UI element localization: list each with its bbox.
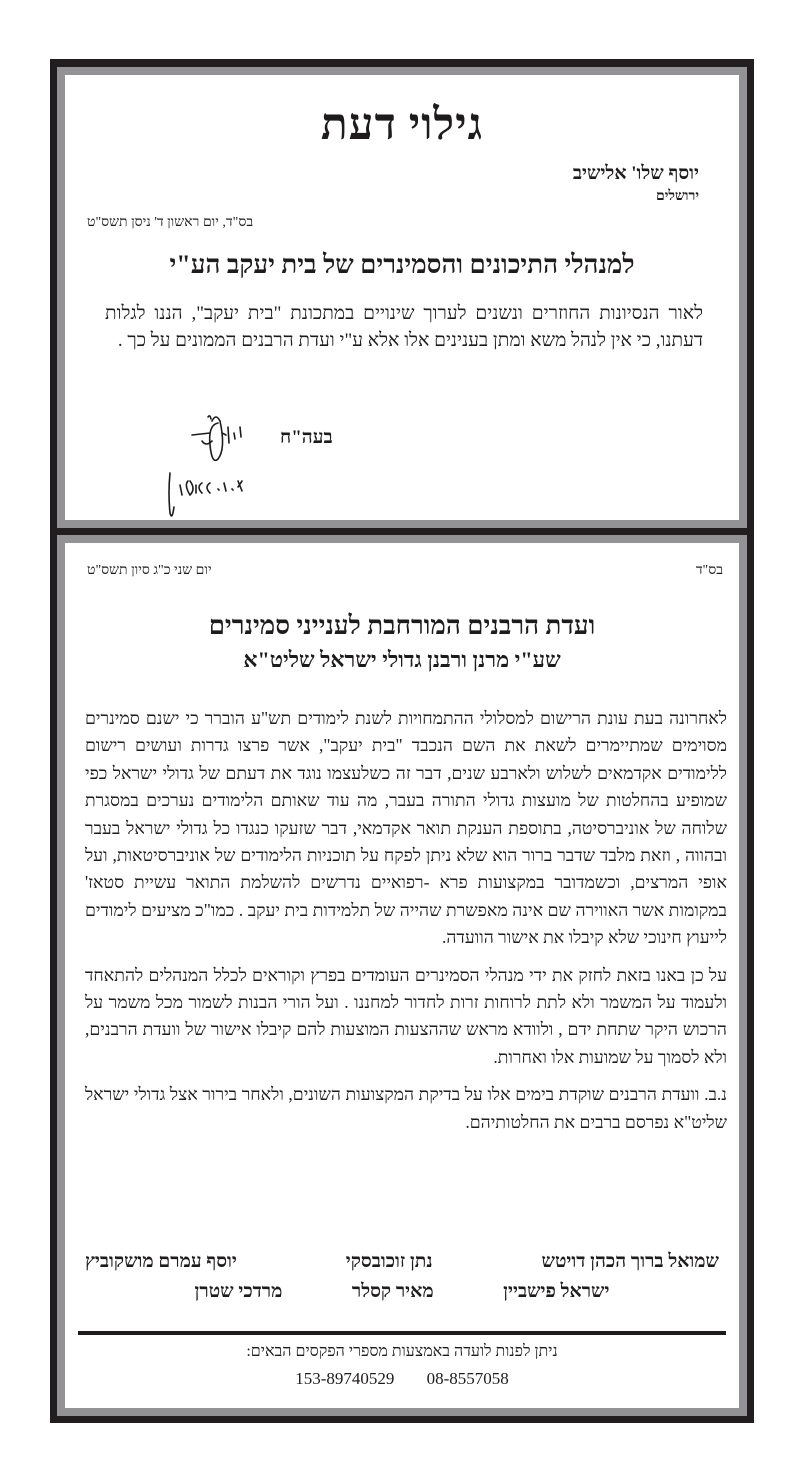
body-paragraph: לאחרונה בעת עונת הרישום למסלולי ההתמחויות לשנת לימודים תש"ע הוברר כי ישנם סמינרים מסוימים שמתיימרים לשאת את השם הנכבד "בית יעקב", אשר פרצו גדרות ועושים רישום ללימודים אקדמאים לשלוש ולארבע שנים, דבר זה כשלעצמו נוגד את דעתם של גדולי ישראל כפי שמופיע בהחלטות של מועצות גדולי התורה בעבר, מה עוד שאותם הלימודים נערכים במסגרת שלוחה של אוניברסיטה, בתוספת הענקת תואר אקדמאי, דבר שזעקו כנגדו כל גדולי ישראל בעבר ובהווה , וזאת מלבד שדבר ברור הוא שלא ניתן לפקח על תוכניות הלימודים של אוניברסיטאות, ועל אופי המרצים, וכשמדובר במקצועות פרא -רפואיים נדרשים להשלמת התואר עשיית סטאז' במקומות אשר האווירה שם אינה מאפשרת שהייה של תלמידות בית יעקב . כמו"כ מציעים לימודים לייעוץ חינוכי שלא קיבלו את אישור הוועדה. bbox=[85, 708, 727, 948]
signer-name: ישראל פישביין bbox=[503, 1281, 610, 1302]
notice-2-body bbox=[85, 705, 727, 1146]
sender-name: יוסף שלו' אלישיב bbox=[572, 163, 699, 184]
handwritten-signature-icon bbox=[162, 413, 272, 528]
notice-1-date: בס"ד, יום ראשון ד' ניסן תשס"ט bbox=[87, 215, 254, 230]
signers-row bbox=[85, 1281, 719, 1311]
notice-2-date: יום שני כ"ג סיון תשס"ט bbox=[87, 563, 212, 578]
bsd-mark: בס"ד bbox=[695, 563, 723, 578]
signer-name: נתן זוכובסקי bbox=[345, 1251, 433, 1272]
notice-2 bbox=[65, 543, 739, 1408]
notice-2-heading: ועדת הרבנים המורחבת לענייני סמינרים bbox=[208, 611, 596, 640]
fax-numbers bbox=[65, 1369, 739, 1389]
postscript-paragraph: נ.ב. וועדת הרבנים שוקדת בימים אלו על בדיקת המקצועות השונים, ולאחר בירור אצל גדולי ישראל שליט"א נפרסם ברבים את החלטותיהם. bbox=[85, 1084, 727, 1132]
notice-1-paragraph: לאור הנסיונות החוזרים ונשנים לערוך שינויים במתכונת "בית יעקב", הננו לגלות דעתנו, כי אין לנהל משא ומתן בענינים אלו אלא ע"י ועדת הרבנים הממונים על כך . bbox=[105, 303, 703, 351]
notice-2-subheading: שע"י מרנן ורבנן גדולי ישראל שליט"א bbox=[243, 647, 561, 672]
signers-row bbox=[85, 1251, 719, 1281]
contact-text: ניתן לפנות לועדה באמצעות מספרי הפקסים הבאים: bbox=[246, 1343, 558, 1360]
fax-number: 08-8557058 bbox=[426, 1369, 509, 1388]
fax-number: 153-89740529 bbox=[295, 1369, 395, 1388]
signer-name: מרדכי שטרן bbox=[194, 1281, 283, 1302]
sender-city: ירושלים bbox=[656, 189, 699, 204]
notice-1-heading: למנהלי התיכונים והסמינרים של בית יעקב הע"י bbox=[169, 250, 635, 279]
notice-1-border bbox=[57, 67, 747, 528]
signers-list bbox=[85, 1251, 719, 1311]
notice-frame bbox=[50, 59, 754, 1423]
notice-2-border bbox=[57, 535, 747, 1416]
body-paragraph: על כן באנו בזאת לחזק את ידי מנהלי הסמינרים העומדים בפרץ וקוראים לכלל המנהלים להתאחד ולעמוד על המשמר ולא לתת לרוחות זרות לחדור למחננו . ועל הורי הבנות לשמור מכל משמר על הרכוש היקר שתחת ידם , ולוודא מראש שההצעות המוצעות להם קיבלו אישור של וועדת הרבנים, ולא לסמוך על שמועות אלו ואחרות. bbox=[85, 964, 727, 1067]
notice-1-title: גילוי דעת bbox=[320, 100, 484, 149]
signer-name: יוסף עמרם מושקוביץ bbox=[85, 1251, 237, 1272]
closing-text: בעה"ח bbox=[280, 427, 333, 448]
notice-1 bbox=[65, 75, 739, 520]
signer-name: שמואל ברוך הכהן דויטש bbox=[541, 1251, 719, 1272]
signer-name: מאיר קסלר bbox=[351, 1281, 434, 1302]
divider bbox=[78, 1331, 726, 1335]
